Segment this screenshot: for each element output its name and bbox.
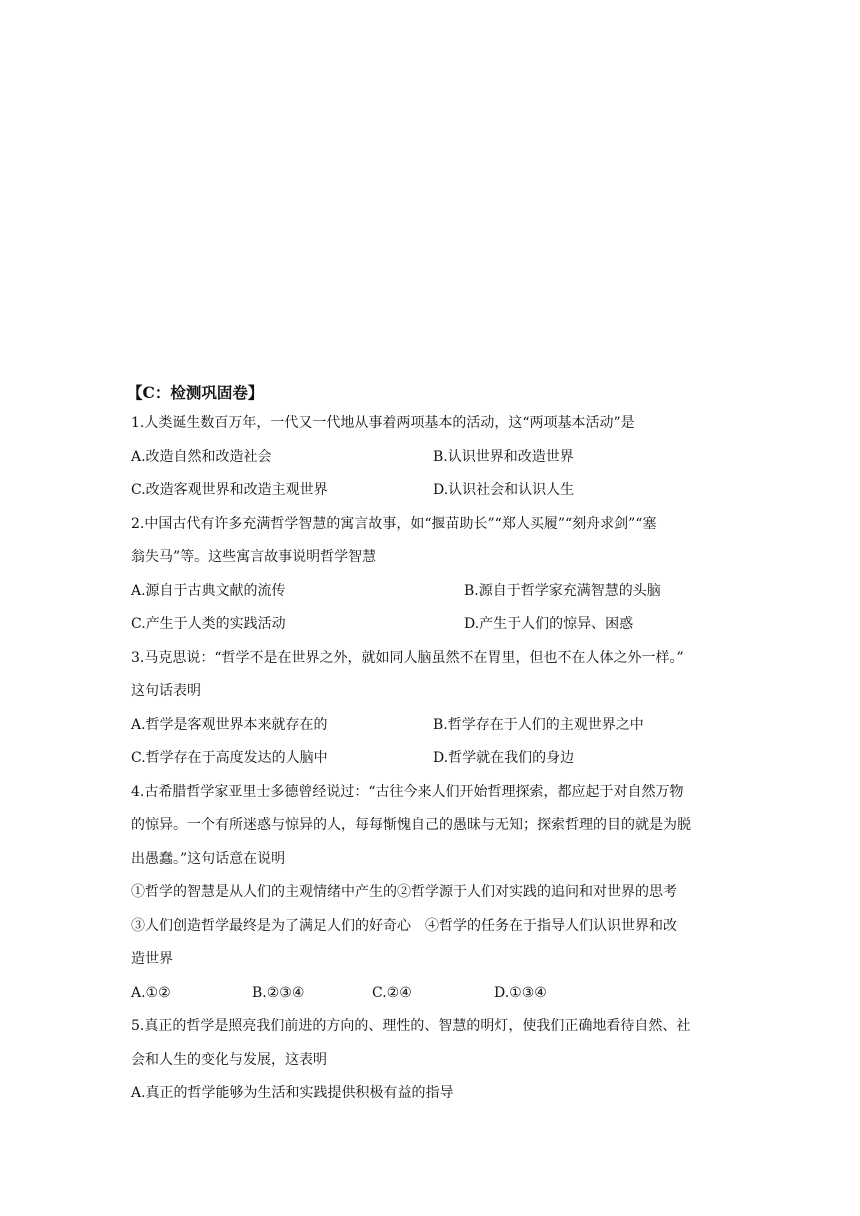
question-5-stem-line-1: 5.真正的哲学是照亮我们前进的方向的、理性的、智慧的明灯，使我们正确地看待自然、社 [131, 1018, 691, 1034]
question-4-option-b: B.②③④ [252, 984, 305, 1001]
question-4-option-c: C.②④ [372, 984, 412, 1001]
question-5-option-a: A.真正的哲学能够为生活和实践提供积极有益的指导 [131, 1085, 454, 1101]
question-5-stem-line-2: 会和人生的变化与发展，这表明 [131, 1051, 327, 1068]
question-2-option-c: C.产生于人类的实践活动 [131, 616, 286, 632]
question-3-option-a: A.哲学是客观世界本来就存在的 [131, 716, 328, 733]
question-4-item-line-2: ③人们创造哲学最终是为了满足人们的好奇心 ④哲学的任务在于指导人们认识世界和改 [131, 917, 677, 934]
question-4-options-row [131, 977, 731, 1011]
question-2-options-row-2 [131, 608, 731, 642]
question-3-option-b: B.哲学存在于人们的主观世界之中 [433, 716, 644, 733]
question-3-option-d: D.哲学就在我们的身边 [433, 750, 575, 766]
question-1-options-row-1 [131, 441, 731, 475]
exam-content [127, 381, 731, 1111]
question-3-stem-line-1: 3.马克思说：“哲学不是在世界之外，就如同人脑虽然不在胃里，但也不在人体之外一样。” [131, 649, 684, 666]
question-4-option-d: D.①③④ [494, 984, 547, 1001]
question-4-option-a: A.①② [131, 984, 171, 1001]
question-1-option-b: B.认识世界和改造世界 [433, 448, 574, 465]
question-2-stem-line-2: 翁失马”等。这些寓言故事说明哲学智慧 [131, 549, 377, 565]
question-2-stem-line-1: 2.中国古代有许多充满哲学智慧的寓言故事，如“揠苗助长”“郑人买履”“刻舟求剑”“塞 [131, 515, 657, 532]
question-2-option-a: A.源自于古典文献的流传 [131, 582, 286, 599]
section-title: 【C：检测巩固卷】 [127, 383, 264, 402]
question-2-option-b: B.源自于哲学家充满智慧的头脑 [464, 582, 661, 599]
question-4-stem-line-2: 的惊异。一个有所迷惑与惊异的人，每每惭愧自己的愚昧与无知；探索哲理的目的就是为脱 [131, 817, 691, 833]
question-1-options-row-2 [131, 474, 731, 508]
question-4-item-line-1: ①哲学的智慧是从人们的主观情绪中产生的②哲学源于人们对实践的追问和对世界的思考 [131, 884, 677, 900]
question-3-options-row-2 [131, 742, 731, 776]
question-2-options-row-1 [131, 575, 731, 609]
question-3-options-row-1 [131, 709, 731, 743]
question-1-option-a: A.改造自然和改造社会 [131, 448, 272, 465]
question-4-item-line-3: 造世界 [131, 951, 173, 967]
question-1-option-d: D.认识社会和认识人生 [433, 482, 575, 498]
question-1-stem: 1.人类诞生数百万年，一代又一代地从事着两项基本的活动，这“两项基本活动”是 [131, 415, 635, 431]
question-3-option-c: C.哲学存在于高度发达的人脑中 [131, 750, 328, 766]
question-2-option-d: D.产生于人们的惊异、困惑 [464, 616, 634, 632]
question-4-stem-line-1: 4.古希腊哲学家亚里士多德曾经说过：“古往今来人们开始哲理探索，都应起于对自然万物 [131, 783, 684, 800]
question-4-stem-line-3: 出愚蠢。”这句话意在说明 [131, 850, 286, 867]
question-1-option-c: C.改造客观世界和改造主观世界 [131, 482, 328, 498]
question-3-stem-line-2: 这句话表明 [131, 683, 201, 699]
